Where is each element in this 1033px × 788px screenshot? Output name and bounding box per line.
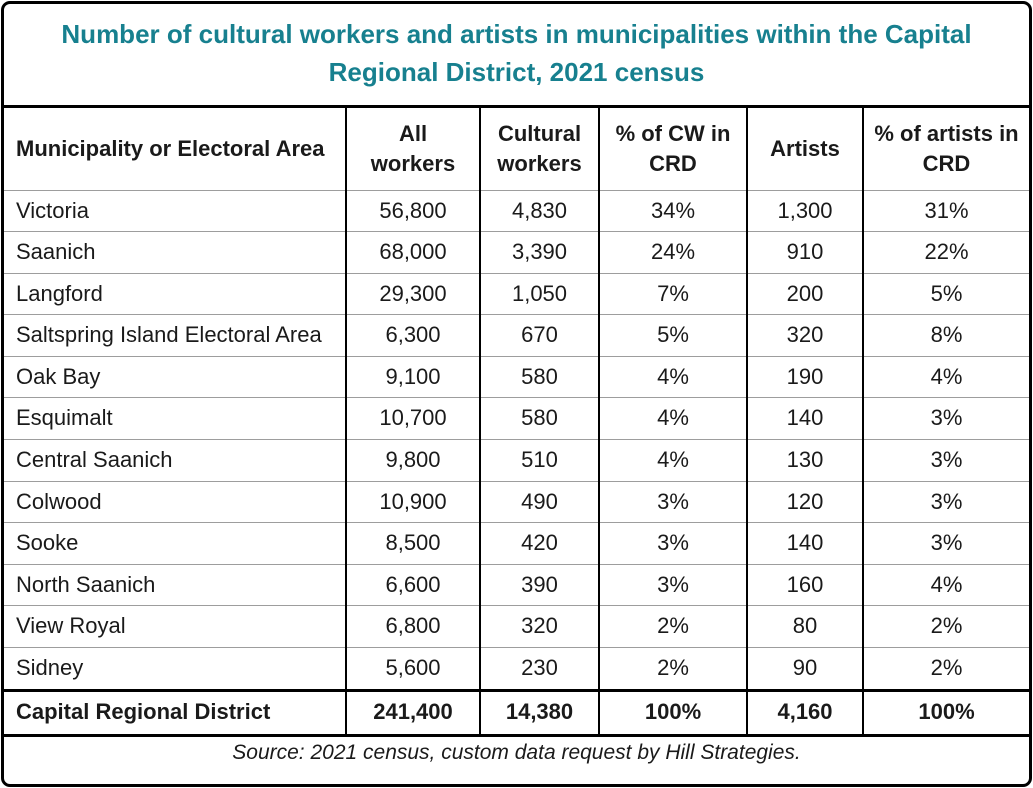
municipality-cell: View Royal (4, 606, 346, 648)
value-cell: 100% (599, 690, 747, 735)
table-row (4, 190, 1029, 232)
table-row (4, 398, 1029, 440)
value-cell: 320 (480, 606, 599, 648)
table-row (4, 232, 1029, 274)
municipality-cell: Langford (4, 273, 346, 315)
header-pct-artists-in-crd: % of artists in CRD (863, 108, 1029, 190)
value-cell: 490 (480, 481, 599, 523)
value-cell: 910 (747, 232, 863, 274)
value-cell: 3% (599, 481, 747, 523)
value-cell: 2% (863, 606, 1029, 648)
table-row (4, 440, 1029, 482)
table-header (4, 108, 1029, 190)
table-row (4, 273, 1029, 315)
value-cell: 230 (480, 648, 599, 691)
value-cell: 3,390 (480, 232, 599, 274)
municipality-cell: Capital Regional District (4, 690, 346, 735)
table-row (4, 606, 1029, 648)
table-row (4, 356, 1029, 398)
municipality-cell: Sidney (4, 648, 346, 691)
municipality-cell: Saltspring Island Electoral Area (4, 315, 346, 357)
value-cell: 2% (599, 648, 747, 691)
table-title: Number of cultural workers and artists in municipalities within the Capital Regional District, 2021 census (4, 4, 1029, 108)
municipality-cell: Sooke (4, 523, 346, 565)
value-cell: 5% (599, 315, 747, 357)
value-cell: 4% (599, 356, 747, 398)
value-cell: 200 (747, 273, 863, 315)
total-row (4, 690, 1029, 735)
value-cell: 14,380 (480, 690, 599, 735)
value-cell: 3% (863, 523, 1029, 565)
municipality-cell: Saanich (4, 232, 346, 274)
value-cell: 420 (480, 523, 599, 565)
value-cell: 90 (747, 648, 863, 691)
value-cell: 5% (863, 273, 1029, 315)
value-cell: 4% (599, 440, 747, 482)
table-frame (1, 1, 1032, 787)
value-cell: 6,300 (346, 315, 480, 357)
table-body (4, 190, 1029, 735)
municipality-cell: Central Saanich (4, 440, 346, 482)
value-cell: 24% (599, 232, 747, 274)
value-cell: 160 (747, 564, 863, 606)
value-cell: 10,900 (346, 481, 480, 523)
municipality-cell: Oak Bay (4, 356, 346, 398)
value-cell: 4,830 (480, 190, 599, 232)
cultural-workers-table (4, 108, 1029, 769)
table-row (4, 564, 1029, 606)
source-row (4, 735, 1029, 769)
value-cell: 56,800 (346, 190, 480, 232)
value-cell: 120 (747, 481, 863, 523)
value-cell: 34% (599, 190, 747, 232)
header-artists: Artists (747, 108, 863, 190)
municipality-cell: Colwood (4, 481, 346, 523)
value-cell: 3% (863, 440, 1029, 482)
value-cell: 80 (747, 606, 863, 648)
value-cell: 2% (863, 648, 1029, 691)
header-pct-cw-in-crd: % of CW in CRD (599, 108, 747, 190)
value-cell: 580 (480, 356, 599, 398)
value-cell: 130 (747, 440, 863, 482)
value-cell: 580 (480, 398, 599, 440)
value-cell: 320 (747, 315, 863, 357)
municipality-cell: Victoria (4, 190, 346, 232)
value-cell: 2% (599, 606, 747, 648)
value-cell: 670 (480, 315, 599, 357)
value-cell: 6,600 (346, 564, 480, 606)
header-municipality: Municipality or Electoral Area (4, 108, 346, 190)
value-cell: 29,300 (346, 273, 480, 315)
value-cell: 5,600 (346, 648, 480, 691)
value-cell: 8% (863, 315, 1029, 357)
value-cell: 31% (863, 190, 1029, 232)
value-cell: 22% (863, 232, 1029, 274)
table-row (4, 523, 1029, 565)
value-cell: 4% (599, 398, 747, 440)
value-cell: 3% (863, 481, 1029, 523)
table-row (4, 315, 1029, 357)
value-cell: 510 (480, 440, 599, 482)
value-cell: 140 (747, 398, 863, 440)
value-cell: 4% (863, 356, 1029, 398)
municipality-cell: North Saanich (4, 564, 346, 606)
header-row (4, 108, 1029, 190)
value-cell: 390 (480, 564, 599, 606)
table-row (4, 648, 1029, 691)
value-cell: 3% (863, 398, 1029, 440)
header-all-workers: All workers (346, 108, 480, 190)
value-cell: 100% (863, 690, 1029, 735)
value-cell: 3% (599, 564, 747, 606)
table-footer (4, 735, 1029, 769)
value-cell: 4,160 (747, 690, 863, 735)
value-cell: 68,000 (346, 232, 480, 274)
table-row (4, 481, 1029, 523)
value-cell: 1,050 (480, 273, 599, 315)
value-cell: 190 (747, 356, 863, 398)
value-cell: 10,700 (346, 398, 480, 440)
value-cell: 9,100 (346, 356, 480, 398)
value-cell: 4% (863, 564, 1029, 606)
value-cell: 6,800 (346, 606, 480, 648)
value-cell: 1,300 (747, 190, 863, 232)
value-cell: 9,800 (346, 440, 480, 482)
value-cell: 241,400 (346, 690, 480, 735)
source-note: Source: 2021 census, custom data request by Hill Strategies. (232, 740, 801, 764)
municipality-cell: Esquimalt (4, 398, 346, 440)
value-cell: 7% (599, 273, 747, 315)
value-cell: 3% (599, 523, 747, 565)
header-cultural-workers: Cultural workers (480, 108, 599, 190)
value-cell: 140 (747, 523, 863, 565)
value-cell: 8,500 (346, 523, 480, 565)
